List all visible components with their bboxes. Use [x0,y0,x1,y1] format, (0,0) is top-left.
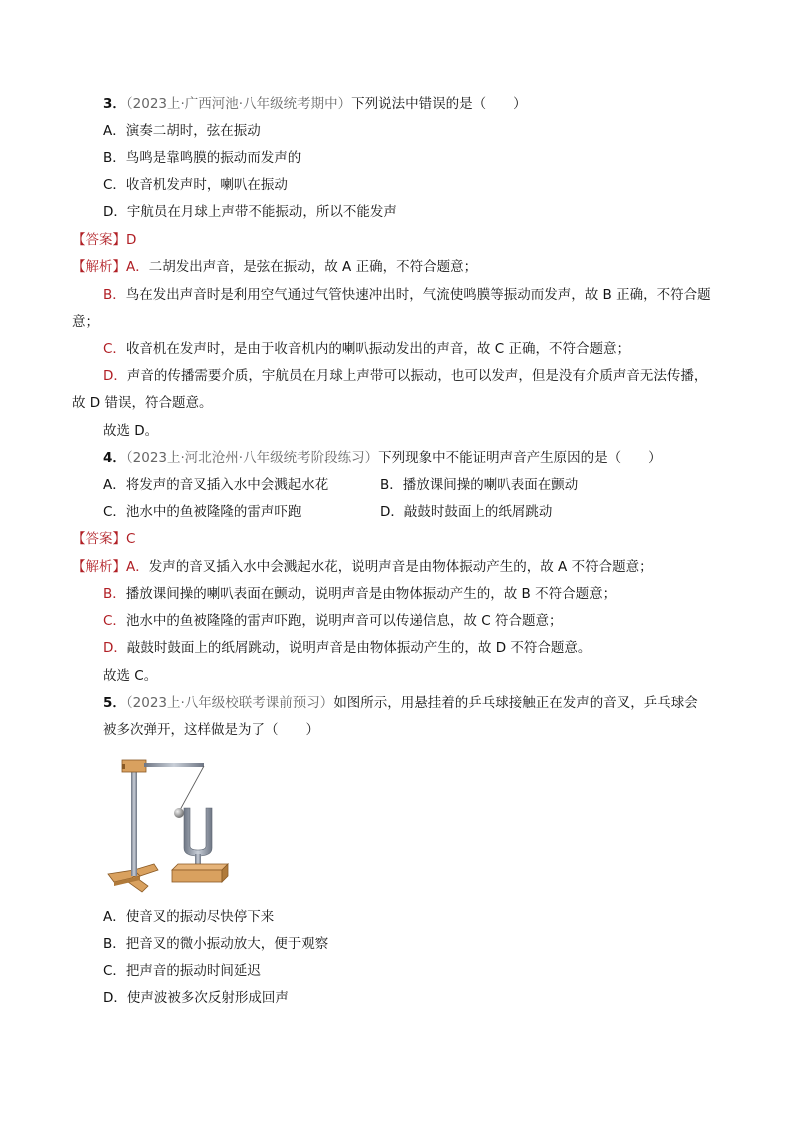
q4-analysis-key: B． [103,586,126,602]
q3-option-c: C．收音机发声时，喇叭在振动 [103,177,288,193]
q3-analysis-key: A． [126,259,149,275]
q4-source: （2023上·河北沧州·八年级统考阶段练习） [125,450,379,466]
q3-answer [72,230,136,250]
q5-option-d: D．使声波被多次反射形成回声 [103,990,289,1006]
q4-analysis-text: 池水中的鱼被隆隆的雷声吓跑，说明声音可以传递信息，故 C 符合题意； [125,613,563,629]
q4-option-b: B．播放课间操的喇叭表面在颤动 [380,477,579,493]
q5-option-c: C．把声音的振动时间延迟 [103,963,261,979]
q4-analysis-key: D． [103,640,127,656]
q3-analysis-text: 意； [72,314,99,330]
q3-analysis-text: 鸟在发出声音时是利用空气通过气管快速冲出时，气流使鸣膜等振动而发声，故 B 正确，不符合题 [125,287,711,303]
q4-analysis-text: 播放课间操的喇叭表面在颤动，说明声音是由物体振动产生的，故 B 不符合题意； [125,586,617,602]
q3-stem-line [103,94,527,114]
q3-analysis-key: D． [103,368,127,384]
q5-stem-line-1 [103,693,698,713]
q5-source: （2023上·八年级校联考课前预习） [125,695,334,711]
q3-conclusion: 故选 D。 [103,423,159,439]
q3-stem: 下列说法中错误的是（ ） [351,96,527,112]
q3-analysis-key: C． [103,341,126,357]
q4-answer-value: C [126,531,136,547]
q4-option-d: D．敲鼓时鼓面上的纸屑跳动 [380,504,553,520]
q3-analysis-text: 二胡发出声音，是弦在振动，故 A 正确，不符合题意； [148,259,478,275]
q3-analysis-line-d [103,366,707,386]
q3-analysis-key: B． [103,287,126,303]
q5-number: 5． [103,695,126,711]
q3-number: 3． [103,96,126,112]
stand-clamp [122,760,146,772]
q4-answer-label: 【答案】 [72,531,126,547]
q5-option-b: B．把音叉的微小振动放大，便于观察 [103,936,329,952]
suspension-string [180,766,204,810]
ping-pong-ball [174,808,184,818]
q4-analysis-line-c [103,611,562,631]
q3-analysis-line-c [103,339,630,359]
q4-stem: 下列现象中不能证明声音产生原因的是（ ） [378,450,662,466]
fork-base [172,864,228,882]
q3-analysis-line-b-cont [72,312,99,332]
q3-analysis-text: 故 D 错误，符合题意。 [72,395,213,411]
q4-stem-line [103,448,662,468]
q3-answer-value: D [126,232,137,248]
q4-analysis-key: C． [103,613,126,629]
q4-conclusion: 故选 C。 [103,668,158,684]
tuning-fork-figure [104,752,234,894]
q3-option-d: D．宇航员在月球上声带不能振动，所以不能发声 [103,204,397,220]
q4-analysis-line-a [72,557,653,577]
q4-analysis-line-b [103,584,616,604]
stand-rod [131,766,137,876]
q3-option-b: B．鸟鸣是靠鸣膜的振动而发声的 [103,150,302,166]
q4-option-c: C．池水中的鱼被隆隆的雷声吓跑 [103,504,302,520]
tuning-fork [184,808,212,856]
q4-analysis-text: 敲鼓时鼓面上的纸屑跳动，说明声音是由物体振动产生的，故 D 不符合题意。 [126,640,592,656]
q3-analysis-line-d-cont [72,393,212,413]
q3-answer-label: 【答案】 [72,232,126,248]
q5-stem-line-2: 被多次弹开，这样做是为了（ ） [103,722,319,738]
q5-stem: 如图所示，用悬挂着的乒乓球接触正在发声的音叉，乒乓球会 [333,695,698,711]
q4-analysis-key: A． [126,559,149,575]
q3-option-a: A．演奏二胡时，弦在振动 [103,123,261,139]
q4-answer [72,529,135,549]
q4-analysis-line-d [103,638,591,658]
q4-number: 4． [103,450,126,466]
q3-analysis-line-b [103,285,711,305]
q4-option-a: A．将发声的音叉插入水中会溅起水花 [103,477,329,493]
q4-analysis-label: 【解析】 [72,559,126,575]
q3-analysis-line-a [72,257,477,277]
q3-analysis-text: 收音机在发声时，是由于收音机内的喇叭振动发出的声音，故 C 正确，不符合题意； [125,341,630,357]
q4-analysis-text: 发声的音叉插入水中会溅起水花，说明声音是由物体振动产生的，故 A 不符合题意； [148,559,653,575]
q3-analysis-label: 【解析】 [72,259,126,275]
q3-source: （2023上·广西河池·八年级统考期中） [125,96,352,112]
stand-arm [144,763,204,767]
q5-option-a: A．使音叉的振动尽快停下来 [103,909,275,925]
q3-analysis-text: 声音的传播需要介质，宇航员在月球上声带可以振动，也可以发声，但是没有介质声音无法传播， [126,368,708,384]
